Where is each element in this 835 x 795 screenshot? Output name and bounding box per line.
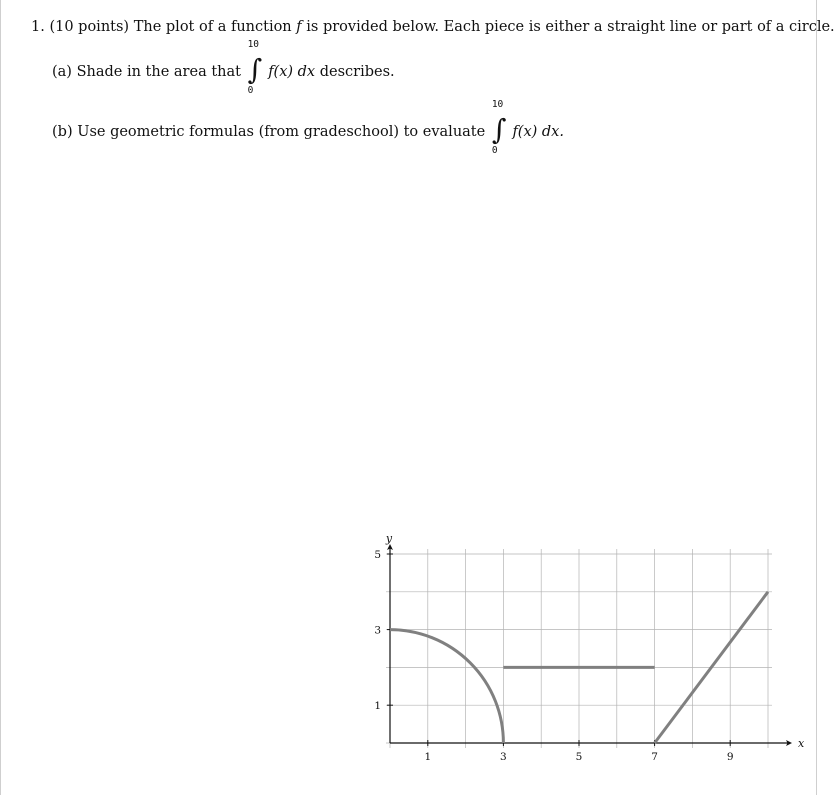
integral-lower-bound: 0 xyxy=(247,85,254,96)
part-a-text: Shade in the area that xyxy=(76,64,241,80)
y-tick-label: 5 xyxy=(374,549,381,561)
x-tick-label: 7 xyxy=(651,751,658,763)
integral-sign xyxy=(246,39,264,96)
part-a xyxy=(52,39,395,96)
part-a-text-after: describes. xyxy=(319,64,395,80)
question-statement xyxy=(31,19,835,35)
part-b-text: Use geometric formulas (from gradeschool) to evaluate xyxy=(77,124,486,140)
y-tick-label: 3 xyxy=(374,624,381,637)
part-a-label: (a) xyxy=(52,64,72,80)
integrand: f(x) dx xyxy=(268,64,316,80)
x-axis-label: x xyxy=(798,737,805,750)
page-left-border xyxy=(0,0,1,795)
question-number: 1. xyxy=(31,19,45,35)
function-plot xyxy=(355,532,805,785)
x-tick-label: 3 xyxy=(500,751,507,763)
integral-upper-bound: 10 xyxy=(491,99,504,110)
question-text-2: is provided below. Each piece is either a straight line or part of a circle. xyxy=(306,19,835,35)
integral-symbol: ∫ xyxy=(491,113,507,146)
question-text-1: The plot of a function xyxy=(133,19,292,35)
x-tick-label: 5 xyxy=(575,751,583,763)
x-tick-label: 1 xyxy=(424,751,432,763)
part-b xyxy=(52,99,564,156)
function-arc xyxy=(390,630,503,743)
y-axis-label: y xyxy=(385,532,393,545)
x-tick-label: 9 xyxy=(726,751,734,763)
integral-upper-bound: 10 xyxy=(247,39,260,50)
integral-symbol: ∫ xyxy=(247,53,263,86)
y-tick-label: 1 xyxy=(374,700,381,713)
integral-lower-bound: 0 xyxy=(491,145,498,156)
integrand: f(x) dx. xyxy=(512,124,564,140)
function-symbol: f xyxy=(296,19,302,35)
page-right-border xyxy=(816,0,817,795)
integral-sign xyxy=(490,99,508,156)
question-points: (10 points) xyxy=(49,19,130,35)
part-b-label: (b) xyxy=(52,124,73,140)
